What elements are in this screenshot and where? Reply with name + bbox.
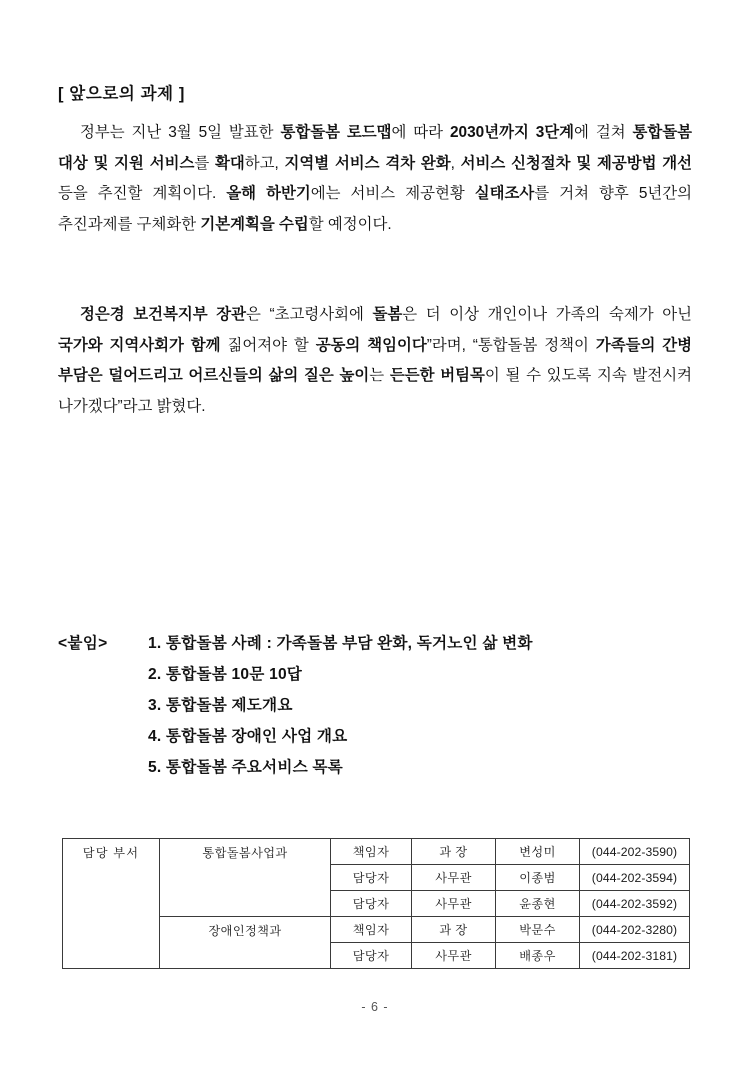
emphasis-text: 공동의 책임이다	[315, 336, 427, 354]
list-item: 3. 통합돌봄 제도개요	[148, 697, 293, 714]
phone-cell: (044-202-3181)	[580, 943, 690, 969]
role-cell: 책임자	[331, 839, 412, 865]
name-cell: 박문수	[496, 917, 580, 943]
team-name-cell: 통합돌봄사업과	[160, 839, 331, 917]
attachment-list	[58, 628, 698, 783]
paragraph-minister-quote	[58, 300, 692, 422]
emphasis-text: 돌봄	[372, 306, 403, 323]
emphasis-text: 국가와 지역사회가 함께	[58, 336, 221, 354]
phone-cell: (044-202-3594)	[580, 865, 690, 891]
emphasis-text: 통합돌봄 대상 및 지원 서비스	[58, 124, 693, 172]
phone-cell: (044-202-3280)	[580, 917, 690, 943]
emphasis-text: 서비스 신청절차 및 제공방법 개선	[460, 154, 692, 172]
body-text: 등을 추진할 계획이다.	[58, 185, 227, 202]
emphasis-text: 기본계획을 수립	[200, 215, 309, 233]
emphasis-text: 지역별 서비스 격차 완화	[284, 154, 451, 172]
list-item: 2. 통합돌봄 10문 10답	[148, 666, 303, 683]
page-number: - 6 -	[361, 1000, 389, 1014]
body-text: 짊어져야 할	[220, 336, 316, 354]
emphasis-text: 올해 하반기	[226, 185, 311, 202]
body-text: 은 더 이상 개인이나 가족의 숙제가 아닌	[402, 306, 692, 323]
team-name-cell: 장애인정책과	[160, 917, 331, 969]
body-text: 할 예정이다.	[308, 215, 392, 233]
name-cell: 변성미	[496, 839, 580, 865]
paragraph-future-tasks	[58, 118, 692, 240]
body-text: 에 걸쳐	[574, 124, 633, 141]
role-cell: 담당자	[331, 943, 412, 969]
contact-table	[62, 838, 690, 969]
name-cell: 이종범	[496, 865, 580, 891]
emphasis-text: 2030년까지 3단계	[449, 124, 575, 141]
body-text: ”라며, “통합돌봄 정책이	[426, 336, 596, 354]
role-cell: 담당자	[331, 891, 412, 917]
table-row	[63, 839, 690, 865]
title-cell: 과 장	[412, 917, 496, 943]
dept-label-cell: 담당 부서	[63, 839, 160, 969]
body-text: 는	[369, 367, 390, 384]
phone-cell: (044-202-3590)	[580, 839, 690, 865]
emphasis-text: 통합돌봄 로드맵	[280, 124, 392, 141]
body-text: ,	[450, 154, 461, 172]
list-item: 1. 통합돌봄 사례 : 가족돌봄 부담 완화, 독거노인 삶 변화	[148, 635, 533, 652]
title-cell: 사무관	[412, 891, 496, 917]
body-text: 은 “초고령사회에	[245, 306, 373, 323]
body-text: 를 거쳐 향후 5년간의 추진과제를 구체화한	[58, 185, 692, 233]
role-cell: 책임자	[331, 917, 412, 943]
emphasis-text: 실태조사	[474, 185, 535, 202]
emphasis-text: 든든한 버팀목	[389, 367, 485, 384]
body-text: 를	[194, 154, 215, 172]
body-text: 정부는 지난 3월 5일 발표한	[80, 124, 281, 141]
title-cell: 사무관	[412, 943, 496, 969]
list-item: 4. 통합돌봄 장애인 사업 개요	[148, 728, 348, 745]
emphasis-text: 정은경 보건복지부 장관	[80, 306, 246, 323]
name-cell: 윤종현	[496, 891, 580, 917]
title-cell: 사무관	[412, 865, 496, 891]
emphasis-text: 확대	[214, 154, 245, 172]
section-heading: [ 앞으로의 과제 ]	[58, 85, 185, 103]
body-text: 하고,	[244, 154, 285, 172]
body-text: 에는 서비스 제공현황	[310, 185, 475, 202]
name-cell: 배종우	[496, 943, 580, 969]
emphasis-text: 가족들의 간병 부담은 덜어드리고 어르신들의 삶의 질은 높이	[58, 336, 692, 384]
title-cell: 과 장	[412, 839, 496, 865]
attachment-label: <붙임>	[58, 635, 108, 652]
phone-cell: (044-202-3592)	[580, 891, 690, 917]
role-cell: 담당자	[331, 865, 412, 891]
body-text: 에 따라	[391, 124, 450, 141]
body-text: 이 될 수 있도록 지속 발전시켜 나가겠다”라고 밝혔다.	[58, 367, 692, 415]
list-item: 5. 통합돌봄 주요서비스 목록	[148, 759, 343, 776]
attachment-items	[148, 628, 698, 783]
